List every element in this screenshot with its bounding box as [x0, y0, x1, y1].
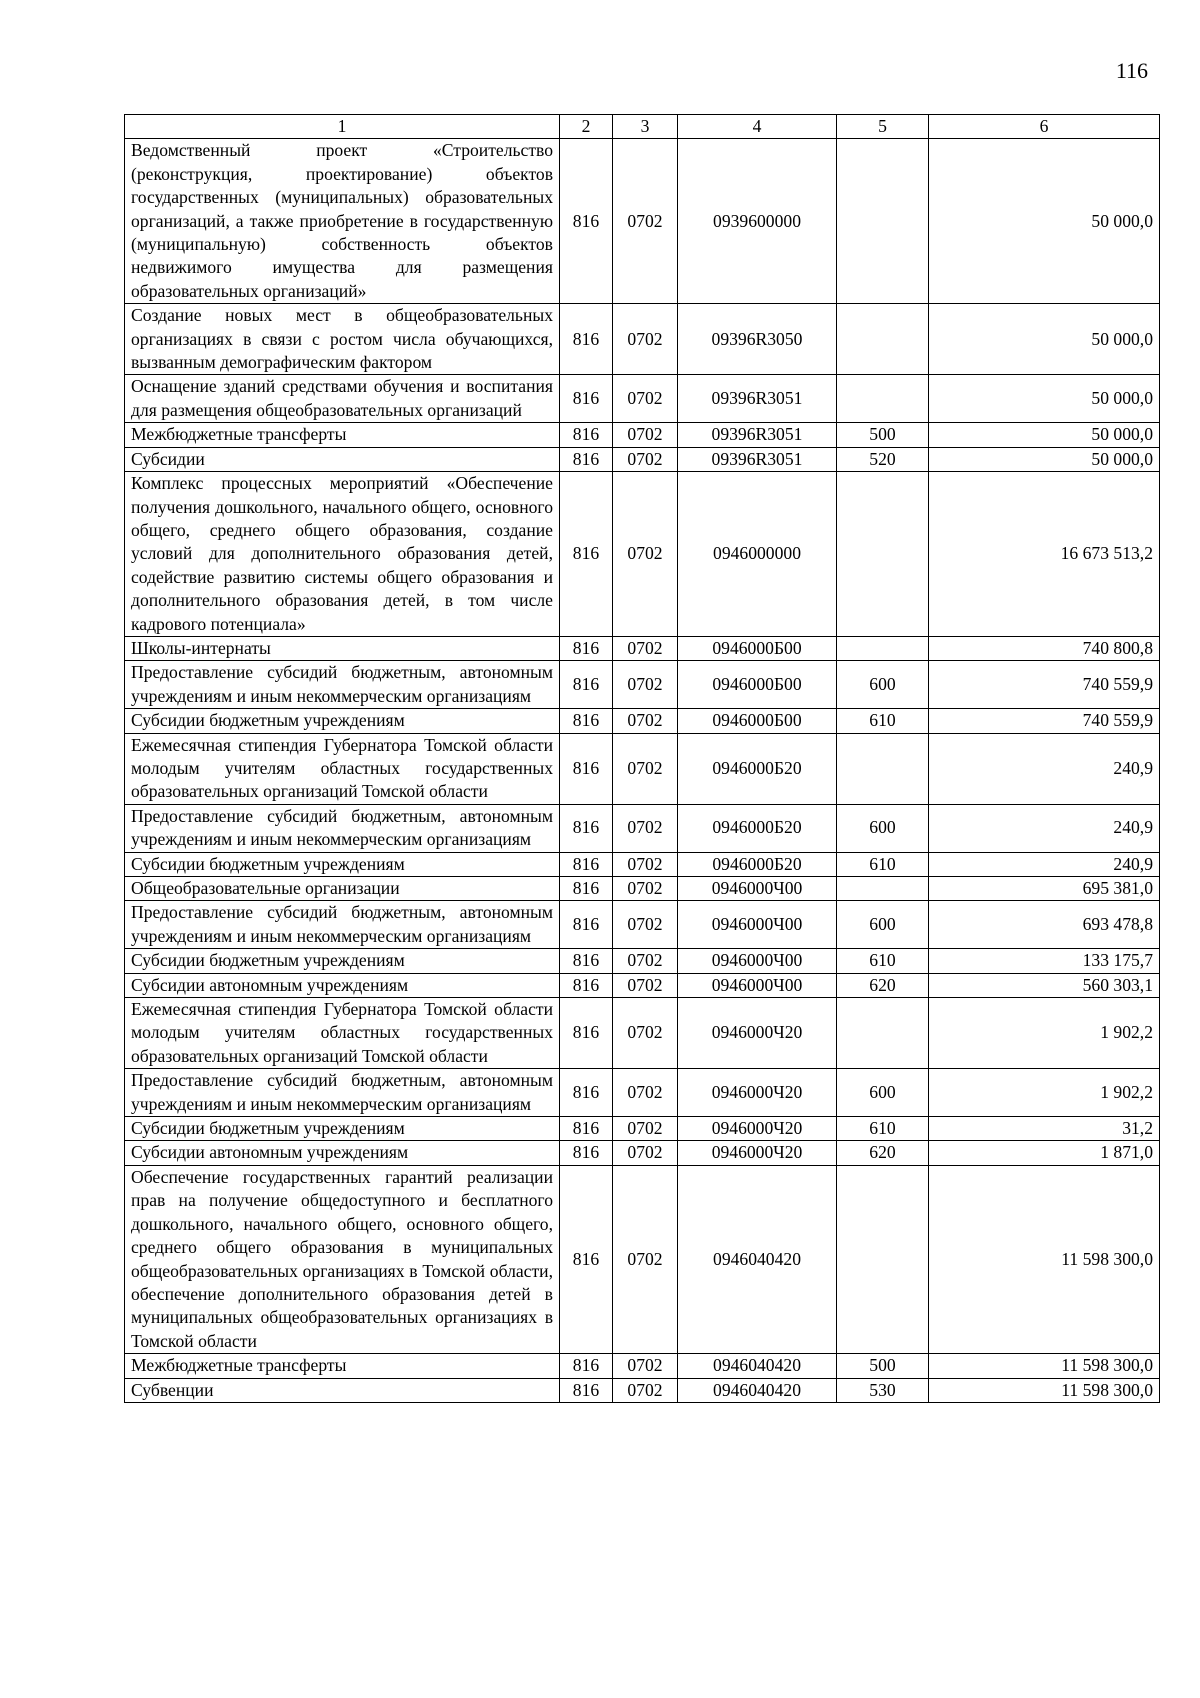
row-target-article-cell: 0946000Ч00 [678, 877, 837, 901]
row-name-cell: Оснащение зданий средствами обучения и воспитания для размещения общеобразовательных организаций [125, 375, 560, 423]
row-name-cell: Обеспечение государственных гарантий реализации прав на получение общедоступного и бесплатного дошкольного, начального общего, основного общего, среднего общего образования в муниципальных общеобразовательных организациях в Томской области, обеспечение дополнительного образования детей в муниципальных общеобразовательных организациях в Томской области [125, 1165, 560, 1353]
row-amount-cell: 240,9 [929, 804, 1160, 852]
row-target-article-cell: 0946000000 [678, 472, 837, 637]
row-target-article-cell: 0946000Ч00 [678, 901, 837, 949]
row-ministry-code-cell: 816 [560, 1378, 613, 1402]
row-expense-type-cell: 520 [837, 447, 929, 471]
row-ministry-code-cell: 816 [560, 804, 613, 852]
row-section-code-cell: 0702 [613, 375, 678, 423]
header-col-5: 5 [837, 115, 929, 139]
row-ministry-code-cell: 816 [560, 636, 613, 660]
row-name-cell: Предоставление субсидий бюджетным, автономным учреждениям и иным некоммерческим организациям [125, 1069, 560, 1117]
row-name-cell: Субвенции [125, 1378, 560, 1402]
row-section-code-cell: 0702 [613, 998, 678, 1069]
budget-table [124, 114, 1160, 1403]
row-target-article-cell: 0946000Б00 [678, 661, 837, 709]
table-row [125, 852, 1160, 876]
row-amount-cell: 240,9 [929, 852, 1160, 876]
row-ministry-code-cell: 816 [560, 877, 613, 901]
row-target-article-cell: 0946040420 [678, 1378, 837, 1402]
row-amount-cell: 50 000,0 [929, 139, 1160, 304]
table-row [125, 661, 1160, 709]
row-expense-type-cell [837, 375, 929, 423]
row-ministry-code-cell: 816 [560, 447, 613, 471]
row-name-cell: Создание новых мест в общеобразовательных организациях в связи с ростом числа обучающихся, вызванным демографическим фактором [125, 304, 560, 375]
row-target-article-cell: 0946000Б00 [678, 636, 837, 660]
row-target-article-cell: 09396R3051 [678, 423, 837, 447]
table-row [125, 709, 1160, 733]
row-expense-type-cell: 500 [837, 423, 929, 447]
header-col-4: 4 [678, 115, 837, 139]
row-expense-type-cell [837, 733, 929, 804]
row-target-article-cell: 0946000Ч20 [678, 1117, 837, 1141]
row-section-code-cell: 0702 [613, 304, 678, 375]
table-row [125, 1165, 1160, 1353]
row-expense-type-cell: 500 [837, 1354, 929, 1378]
row-name-cell: Субсидии [125, 447, 560, 471]
row-ministry-code-cell: 816 [560, 1069, 613, 1117]
row-ministry-code-cell: 816 [560, 709, 613, 733]
row-target-article-cell: 0946000Ч00 [678, 973, 837, 997]
table-row [125, 447, 1160, 471]
table-row [125, 1378, 1160, 1402]
table-row [125, 1069, 1160, 1117]
table-row [125, 1141, 1160, 1165]
row-name-cell: Предоставление субсидий бюджетным, автономным учреждениям и иным некоммерческим организациям [125, 804, 560, 852]
row-expense-type-cell [837, 139, 929, 304]
table-row [125, 304, 1160, 375]
row-amount-cell: 740 800,8 [929, 636, 1160, 660]
row-amount-cell: 50 000,0 [929, 304, 1160, 375]
row-section-code-cell: 0702 [613, 1165, 678, 1353]
row-target-article-cell: 0946000Б20 [678, 852, 837, 876]
row-ministry-code-cell: 816 [560, 1354, 613, 1378]
table-row [125, 998, 1160, 1069]
table-row [125, 1117, 1160, 1141]
row-section-code-cell: 0702 [613, 852, 678, 876]
row-target-article-cell: 09396R3050 [678, 304, 837, 375]
row-expense-type-cell [837, 304, 929, 375]
header-col-2: 2 [560, 115, 613, 139]
row-amount-cell: 740 559,9 [929, 661, 1160, 709]
row-ministry-code-cell: 816 [560, 375, 613, 423]
header-col-3: 3 [613, 115, 678, 139]
table-row [125, 804, 1160, 852]
row-expense-type-cell [837, 998, 929, 1069]
row-expense-type-cell: 600 [837, 804, 929, 852]
row-ministry-code-cell: 816 [560, 139, 613, 304]
row-expense-type-cell: 610 [837, 852, 929, 876]
row-amount-cell: 11 598 300,0 [929, 1165, 1160, 1353]
row-target-article-cell: 0946000Ч20 [678, 998, 837, 1069]
row-amount-cell: 693 478,8 [929, 901, 1160, 949]
row-amount-cell: 50 000,0 [929, 447, 1160, 471]
row-ministry-code-cell: 816 [560, 973, 613, 997]
row-target-article-cell: 0946040420 [678, 1165, 837, 1353]
row-amount-cell: 1 871,0 [929, 1141, 1160, 1165]
row-section-code-cell: 0702 [613, 1117, 678, 1141]
row-expense-type-cell: 610 [837, 1117, 929, 1141]
row-section-code-cell: 0702 [613, 139, 678, 304]
row-name-cell: Субсидии бюджетным учреждениям [125, 709, 560, 733]
table-row [125, 1354, 1160, 1378]
row-expense-type-cell: 620 [837, 973, 929, 997]
row-name-cell: Субсидии бюджетным учреждениям [125, 852, 560, 876]
row-amount-cell: 50 000,0 [929, 375, 1160, 423]
row-amount-cell: 50 000,0 [929, 423, 1160, 447]
row-expense-type-cell: 600 [837, 1069, 929, 1117]
row-amount-cell: 11 598 300,0 [929, 1354, 1160, 1378]
row-amount-cell: 560 303,1 [929, 973, 1160, 997]
table-row [125, 139, 1160, 304]
row-section-code-cell: 0702 [613, 877, 678, 901]
row-expense-type-cell [837, 877, 929, 901]
header-col-6: 6 [929, 115, 1160, 139]
row-expense-type-cell [837, 636, 929, 660]
row-section-code-cell: 0702 [613, 1378, 678, 1402]
row-expense-type-cell [837, 472, 929, 637]
row-expense-type-cell: 610 [837, 709, 929, 733]
row-name-cell: Субсидии бюджетным учреждениям [125, 1117, 560, 1141]
table-row [125, 423, 1160, 447]
row-expense-type-cell: 620 [837, 1141, 929, 1165]
table-header-row [125, 115, 1160, 139]
table-row [125, 877, 1160, 901]
row-ministry-code-cell: 816 [560, 1165, 613, 1353]
table-row [125, 472, 1160, 637]
table-row [125, 375, 1160, 423]
row-section-code-cell: 0702 [613, 973, 678, 997]
row-target-article-cell: 09396R3051 [678, 447, 837, 471]
row-ministry-code-cell: 816 [560, 949, 613, 973]
row-name-cell: Комплекс процессных мероприятий «Обеспечение получения дошкольного, начального общего, основного общего, среднего общего образования, создание условий для дополнительного образования детей, содействие развитию системы общего образования и дополнительного образования детей, в том числе кадрового потенциала» [125, 472, 560, 637]
row-amount-cell: 240,9 [929, 733, 1160, 804]
row-ministry-code-cell: 816 [560, 1141, 613, 1165]
row-target-article-cell: 0939600000 [678, 139, 837, 304]
row-section-code-cell: 0702 [613, 661, 678, 709]
row-amount-cell: 133 175,7 [929, 949, 1160, 973]
row-section-code-cell: 0702 [613, 1141, 678, 1165]
row-section-code-cell: 0702 [613, 447, 678, 471]
row-ministry-code-cell: 816 [560, 733, 613, 804]
row-section-code-cell: 0702 [613, 1069, 678, 1117]
row-amount-cell: 740 559,9 [929, 709, 1160, 733]
row-amount-cell: 16 673 513,2 [929, 472, 1160, 637]
row-section-code-cell: 0702 [613, 804, 678, 852]
row-name-cell: Межбюджетные трансферты [125, 423, 560, 447]
row-target-article-cell: 0946000Б20 [678, 733, 837, 804]
row-amount-cell: 1 902,2 [929, 998, 1160, 1069]
row-target-article-cell: 0946000Ч20 [678, 1069, 837, 1117]
row-ministry-code-cell: 816 [560, 661, 613, 709]
row-section-code-cell: 0702 [613, 472, 678, 637]
row-ministry-code-cell: 816 [560, 901, 613, 949]
row-name-cell: Субсидии автономным учреждениям [125, 973, 560, 997]
row-target-article-cell: 0946000Ч00 [678, 949, 837, 973]
row-name-cell: Ежемесячная стипендия Губернатора Томской области молодым учителям областных государственных образовательных организаций Томской области [125, 733, 560, 804]
row-target-article-cell: 0946000Б00 [678, 709, 837, 733]
row-expense-type-cell: 610 [837, 949, 929, 973]
table-row [125, 973, 1160, 997]
row-ministry-code-cell: 816 [560, 423, 613, 447]
row-amount-cell: 1 902,2 [929, 1069, 1160, 1117]
row-expense-type-cell [837, 1165, 929, 1353]
row-name-cell: Ежемесячная стипендия Губернатора Томской области молодым учителям областных государственных образовательных организаций Томской области [125, 998, 560, 1069]
row-section-code-cell: 0702 [613, 636, 678, 660]
row-ministry-code-cell: 816 [560, 998, 613, 1069]
row-section-code-cell: 0702 [613, 733, 678, 804]
row-name-cell: Субсидии бюджетным учреждениям [125, 949, 560, 973]
row-name-cell: Межбюджетные трансферты [125, 1354, 560, 1378]
table-row [125, 733, 1160, 804]
row-name-cell: Предоставление субсидий бюджетным, автономным учреждениям и иным некоммерческим организациям [125, 901, 560, 949]
row-amount-cell: 11 598 300,0 [929, 1378, 1160, 1402]
row-ministry-code-cell: 816 [560, 1117, 613, 1141]
row-section-code-cell: 0702 [613, 709, 678, 733]
row-expense-type-cell: 530 [837, 1378, 929, 1402]
table-row [125, 901, 1160, 949]
row-target-article-cell: 0946000Б20 [678, 804, 837, 852]
row-section-code-cell: 0702 [613, 423, 678, 447]
table-row [125, 949, 1160, 973]
row-name-cell: Предоставление субсидий бюджетным, автономным учреждениям и иным некоммерческим организациям [125, 661, 560, 709]
row-amount-cell: 31,2 [929, 1117, 1160, 1141]
row-target-article-cell: 0946040420 [678, 1354, 837, 1378]
row-expense-type-cell: 600 [837, 901, 929, 949]
row-section-code-cell: 0702 [613, 901, 678, 949]
row-expense-type-cell: 600 [837, 661, 929, 709]
row-section-code-cell: 0702 [613, 949, 678, 973]
row-ministry-code-cell: 816 [560, 472, 613, 637]
row-name-cell: Общеобразовательные организации [125, 877, 560, 901]
row-name-cell: Ведомственный проект «Строительство (реконструкция, проектирование) объектов государственных (муниципальных) образовательных организаций, а также приобретение в государственную (муниципальную) собственность объектов недвижимого имущества для размещения образовательных организаций» [125, 139, 560, 304]
header-col-1: 1 [125, 115, 560, 139]
row-section-code-cell: 0702 [613, 1354, 678, 1378]
row-ministry-code-cell: 816 [560, 852, 613, 876]
row-amount-cell: 695 381,0 [929, 877, 1160, 901]
row-target-article-cell: 09396R3051 [678, 375, 837, 423]
page-number: 116 [1115, 58, 1148, 83]
budget-table-body [125, 115, 1160, 1403]
row-name-cell: Субсидии автономным учреждениям [125, 1141, 560, 1165]
row-ministry-code-cell: 816 [560, 304, 613, 375]
row-name-cell: Школы-интернаты [125, 636, 560, 660]
row-target-article-cell: 0946000Ч20 [678, 1141, 837, 1165]
table-row [125, 636, 1160, 660]
